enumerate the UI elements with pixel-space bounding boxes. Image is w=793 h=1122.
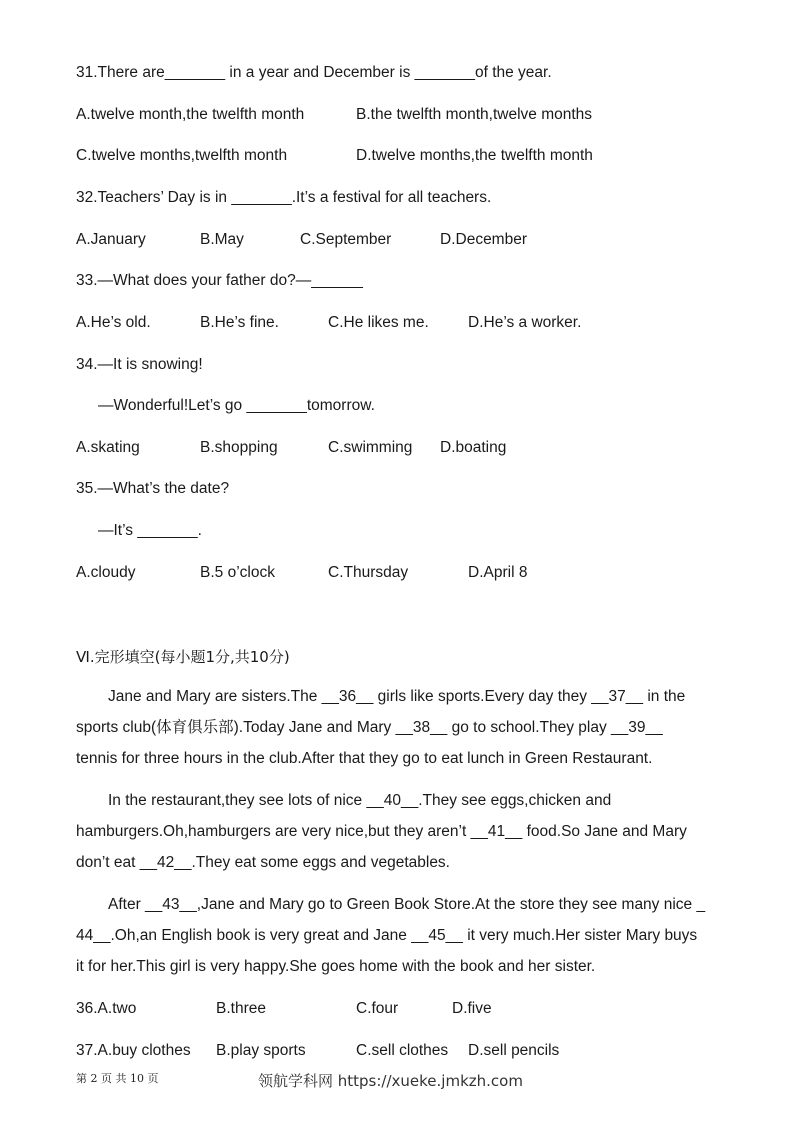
q36-option-d: D.five — [452, 1000, 492, 1017]
q33-option-a: A.He’s old. — [76, 314, 151, 331]
q34-option-a: A.skating — [76, 439, 140, 456]
q37-option-a: 37.A.buy clothes — [76, 1042, 191, 1059]
q33-option-d: D.He’s a worker. — [468, 314, 582, 331]
q33-option-b: B.He’s fine. — [200, 314, 279, 331]
q32-option-b: B.May — [200, 231, 244, 248]
q31-option-d: D.twelve months,the twelfth month — [356, 147, 593, 164]
passage-p2-line2: hamburgers.Oh,hamburgers are very nice,but they aren’t __41__ food.So Jane and Mary — [76, 823, 687, 840]
q34-stem: 34.—It is snowing! — [76, 356, 203, 373]
q36-option-c: C.four — [356, 1000, 399, 1017]
q35-option-b: B.5 o’clock — [200, 564, 275, 581]
q31-option-b: B.the twelfth month,twelve months — [356, 106, 593, 123]
passage-p1-line1: Jane and Mary are sisters.The __36__ girls like sports.Every day they __37__ in the — [108, 688, 686, 705]
q32-option-d: D.December — [440, 231, 527, 248]
q33-stem: 33.—What does your father do?—______ — [76, 272, 363, 289]
passage-p2-line1: In the restaurant,they see lots of nice __40__.They see eggs,chicken and — [108, 792, 612, 809]
q36-option-a: 36.A.two — [76, 1000, 137, 1017]
page-number: 第 2 页 共 10 页 — [76, 1072, 159, 1085]
passage-p3-line3: it for her.This girl is very happy.She goes home with the book and her sister. — [76, 958, 596, 975]
q35-stem-reply: —It’s _______. — [98, 522, 202, 539]
passage-p1-line2: sports club(体育俱乐部).Today Jane and Mary __38__ go to school.They play __39__ — [76, 719, 663, 736]
q35-option-d: D.April 8 — [468, 564, 528, 581]
q34-option-b: B.shopping — [200, 439, 278, 456]
q36-option-b: B.three — [216, 1000, 266, 1017]
section-title: Ⅵ.完形填空(每小题1分,共10分) — [76, 648, 290, 666]
q31-option-c: C.twelve months,twelfth month — [76, 147, 288, 164]
q34-option-c: C.swimming — [328, 439, 413, 456]
passage-p3-line2: 44__.Oh,an English book is very great and Jane __45__ it very much.Her sister Mary buys — [76, 927, 698, 944]
q35-option-c: C.Thursday — [328, 564, 409, 581]
q33-option-c: C.He likes me. — [328, 314, 429, 331]
q31-option-a: A.twelve month,the twelfth month — [76, 106, 305, 123]
q37-option-c: C.sell clothes — [356, 1042, 449, 1059]
site-watermark: 领航学科网 https://xueke.jmkzh.com — [258, 1072, 523, 1090]
q31-stem: 31.There are_______ in a year and December is _______of the year. — [76, 64, 552, 81]
q37-option-b: B.play sports — [216, 1042, 306, 1059]
q32-stem: 32.Teachers’ Day is in _______.It’s a festival for all teachers. — [76, 189, 492, 206]
q34-stem-reply: —Wonderful!Let’s go _______tomorrow. — [98, 397, 375, 414]
passage-p1-line3: tennis for three hours in the club.After that they go to eat lunch in Green Restaurant. — [76, 750, 653, 767]
passage-p2-line3: don’t eat __42__.They eat some eggs and vegetables. — [76, 854, 450, 871]
q32-option-a: A.January — [76, 231, 146, 248]
q34-option-d: D.boating — [440, 439, 507, 456]
q32-option-c: C.September — [300, 231, 392, 248]
passage-p3-line1: After __43__,Jane and Mary go to Green Book Store.At the store they see many nice _ — [108, 896, 706, 913]
q35-option-a: A.cloudy — [76, 564, 136, 581]
q35-stem: 35.—What’s the date? — [76, 480, 230, 497]
q37-option-d: D.sell pencils — [468, 1042, 560, 1059]
